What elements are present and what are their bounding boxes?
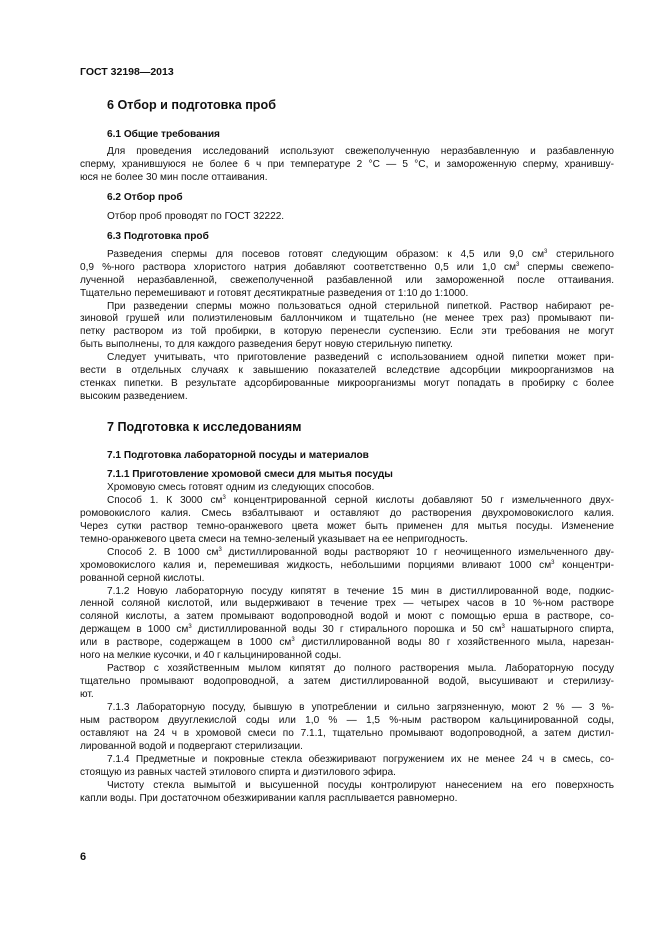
text-line: высоким разведением. [80,391,188,403]
paragraph-6-3-a [80,249,614,301]
text-line: Тщательно перемешивают и готовят десятикратные разведения от 1:10 до 1:1000. [80,287,469,299]
text-line [80,624,614,637]
text-run: хромовокислого калия и, перемешивая жидкость, небольшими порциями вливают 1000 см [80,559,552,571]
paragraph-method-2 [80,547,614,586]
text-line: вести в отдельных случаях к завышению показателей вследствие адсорбции микроорганизмов на [80,365,614,377]
text-line: ромовокислого калия. Смесь взбалтывают и оставляют до растворения двухромовокислого калия. [80,507,614,519]
paragraph-6-3-c [80,352,614,404]
paragraph-7-1-1-intro: Хромовую смесь готовят одним из следующих способов. [107,482,375,493]
text-line: 7.1.4 Предметные и покровные стекла обезжиривают погружением их не менее 24 ч в смесь, со- [107,753,614,765]
text-run: 0,9 %-ного раствора хлористого натрия добавляют соответственно 0,5 или 1,0 см [80,261,517,273]
text-line: темно-оранжевого цвета смеси на темно-зеленый указывает на ее непригодность. [80,533,468,545]
text-line: рованной серной кислоты. [80,572,205,584]
subsection-6-2-title: 6.2 Отбор проб [107,191,183,203]
text-run: концентрированной серной кислоты добавляют 50 г измельченного двух- [225,494,614,506]
text-line [80,637,614,650]
text-line: юся не более 30 мин после оттаивания. [80,171,268,183]
text-line: 7.1.3 Лабораторную посуду, бывшую в употреблении и сильно загрязненную, моют 2 % — 3 %- [107,701,614,713]
text-line: Через сутки раствор темно-оранжевого цвета может быть применен для мытья посуды. Изменение [80,520,614,532]
paragraph-7-1-4 [80,754,614,780]
text-run: держащем в 1000 см [80,624,189,636]
unit-superscript: 3 [222,494,226,501]
text-line: тщательно промывают водопроводной, а затем дистиллированной водой, высушивают и стерилизу- [80,676,614,688]
text-run: нашатырного спирта, [504,624,615,636]
text-line: лированной водой и подвергают стерилизации. [80,740,303,752]
text-line: соляной кислоты, а затем промывают водопроводной водой и моют с помощью ерша в растворе, со- [80,611,614,623]
text-run: спермы свежепо- [519,261,614,273]
paragraph-method-1 [80,495,614,547]
text-run: дистиллированной воды растворяют 10 г неочищенного измельченного дву- [221,546,615,558]
subsection-7-1-title: 7.1 Подготовка лабораторной посуды и материалов [107,450,369,461]
paragraph-7-1-3 [80,702,614,754]
text-run: дистиллированной воды 80 г хозяйственного мыла, нарезан- [294,637,614,649]
unit-superscript: 3 [544,248,548,255]
text-run: Способ 1. К 3000 см [107,494,223,506]
paragraph-6-2: Отбор проб проводят по ГОСТ 32222. [107,210,285,222]
text-line: петку раствором из той пробирки, в которую перенесли суспензию. Если эти требования не могут [80,326,614,338]
subsection-6-1-title: 6.1 Общие требования [107,129,220,140]
text-line: При разведении спермы можно пользоваться одной стерильной пипеткой. Раствор набирают ре- [107,300,614,312]
text-line: ным раствором двууглекислой соды или 1,0 % — 1,5 %-ным раствором кальцинированной соды, [80,714,614,726]
text-line: быть выполнены, то для каждого разведения берут новую стерильную пипетку. [80,339,453,351]
paragraph-6-3-b [80,301,614,353]
text-line: зиновой грушей или полиэтиленовым баллончиком и тщательно (не менее трех раз) промывают пи- [80,313,614,325]
text-line: лученной неразбавленной, свежеполученной разбавленной или замороженной после оттаивания. [80,274,614,286]
paragraph-7-1-4-b [80,780,614,806]
text-line [80,547,614,560]
unit-superscript: 3 [188,624,192,631]
page-number: 6 [80,851,87,863]
text-run: концентри- [554,559,614,571]
section-7-title: 7 Подготовка к исследованиям [107,420,302,434]
section-6-title: 6 Отбор и подготовка проб [107,98,276,112]
text-line: стоящую из равных частей этилового спирта и диэтилового эфира. [80,766,396,778]
document-code: ГОСТ 32198—2013 [80,66,174,78]
subsection-6-3-title: 6.3 Подготовка проб [107,230,209,242]
text-run: Разведения спермы для посевов готовят следующим образом: к 4,5 или 9,0 см [107,248,545,260]
text-run: Способ 2. В 1000 см [107,546,219,558]
text-line: ленной соляной кислотой, или выдерживают в течение трех — четырех часов в 10 %-ном растворе [80,598,614,610]
unit-superscript: 3 [291,637,295,644]
text-line [80,560,614,573]
subsection-7-1-1-title: 7.1.1 Приготовление хромовой смеси для мытья посуды [107,469,393,480]
text-line: оставляют на 24 ч в хромовой смеси по 7.1.1, тщательно промывают водопроводной, а затем дистил- [80,727,614,739]
document-body [80,97,614,805]
unit-superscript: 3 [501,624,505,631]
text-line: 7.1.2 Новую лабораторную посуду кипятят в течение 15 мин в дистиллированной воде, подкис- [107,585,614,597]
paragraph-7-1-2-b [80,663,614,702]
text-line [80,495,614,508]
text-line: ного на мелкие кусочки, и 40 г кальцинированной соды. [80,650,342,662]
text-line: сперму, хранившуюся не более 6 ч при температуре 2 °С — 5 °С, и замороженную сперму, хранившу- [80,158,614,170]
text-line: Чистоту стекла вымытой и высушенной посуды контролируют нанесением на его поверхность [107,779,614,791]
text-run: стерильного [547,248,614,260]
paragraph-6-1 [80,146,614,185]
text-line: ют. [80,689,94,700]
text-run: или в растворе, содержащем в 1000 см [80,637,292,649]
text-line: капли воды. При достаточном обезжиривании капля расплывается равномерно. [80,792,458,804]
unit-superscript: 3 [551,559,555,566]
text-line: Раствор с хозяйственным мылом кипятят до полного растворения мыла. Лабораторную посуду [107,663,614,675]
unit-superscript: 3 [218,546,222,553]
text-line: стенках пипетки. В результате адсорбированные микроорганизмы могут попадать в пробирку с более [80,378,614,390]
text-line: Следует учитывать, что приготовление разведений с использованием одной пипетки может при- [107,352,614,364]
text-line: Для проведения исследований используют свежеполученную неразбавленную и разбавленную [107,146,614,157]
unit-superscript: 3 [516,261,520,268]
paragraph-7-1-2 [80,586,614,664]
text-run: дистиллированной воды 30 г стирального порошка и 50 см [191,624,502,636]
text-line [80,249,614,262]
text-line [80,262,614,275]
